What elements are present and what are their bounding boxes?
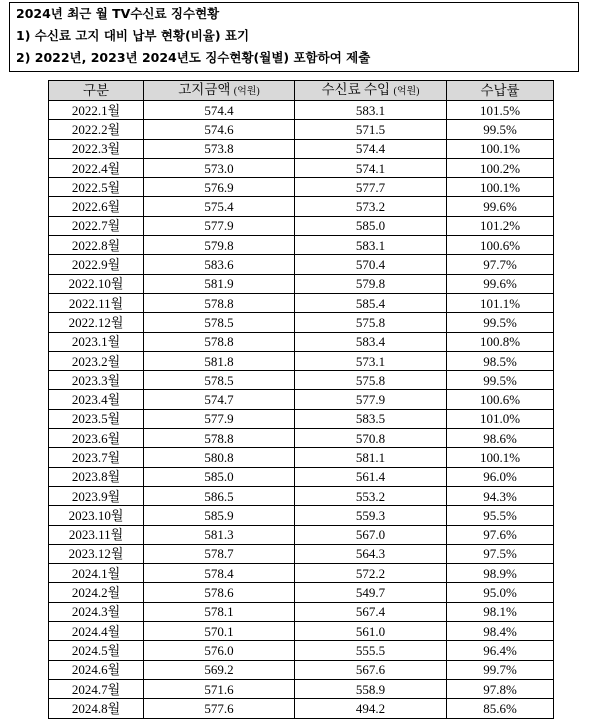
cell-fee-revenue: 570.8 — [295, 429, 447, 448]
cell-billed-amount: 578.8 — [144, 293, 295, 312]
table-row — [49, 158, 554, 177]
cell-period: 2024.7월 — [49, 679, 144, 698]
table-row — [49, 699, 554, 718]
cell-collection-rate: 95.5% — [447, 506, 554, 525]
cell-collection-rate: 98.5% — [447, 351, 554, 370]
cell-period: 2022.6월 — [49, 197, 144, 216]
cell-collection-rate: 98.9% — [447, 564, 554, 583]
cell-fee-revenue: 571.5 — [295, 120, 447, 139]
table-row — [49, 583, 554, 602]
cell-billed-amount: 570.1 — [144, 622, 295, 641]
cell-period: 2022.4월 — [49, 158, 144, 177]
cell-collection-rate: 101.1% — [447, 293, 554, 312]
table-row — [49, 371, 554, 390]
column-header-collection-rate: 수납률 — [447, 81, 554, 101]
cell-collection-rate: 100.6% — [447, 236, 554, 255]
cell-fee-revenue: 561.0 — [295, 622, 447, 641]
table-row — [49, 390, 554, 409]
cell-period: 2024.5월 — [49, 641, 144, 660]
cell-billed-amount: 585.0 — [144, 467, 295, 486]
table-row — [49, 197, 554, 216]
table-row — [49, 467, 554, 486]
cell-collection-rate: 100.2% — [447, 158, 554, 177]
cell-fee-revenue: 559.3 — [295, 506, 447, 525]
header-box — [9, 2, 579, 72]
cell-billed-amount: 574.4 — [144, 101, 295, 120]
cell-fee-revenue: 585.4 — [295, 293, 447, 312]
cell-billed-amount: 583.6 — [144, 255, 295, 274]
cell-fee-revenue: 583.1 — [295, 236, 447, 255]
cell-period: 2023.7월 — [49, 448, 144, 467]
table-row — [49, 602, 554, 621]
cell-billed-amount: 574.7 — [144, 390, 295, 409]
table-row — [49, 332, 554, 351]
cell-fee-revenue: 575.8 — [295, 371, 447, 390]
cell-fee-revenue: 553.2 — [295, 486, 447, 505]
cell-fee-revenue: 567.0 — [295, 525, 447, 544]
cell-collection-rate: 100.1% — [447, 178, 554, 197]
cell-collection-rate: 100.1% — [447, 448, 554, 467]
cell-fee-revenue: 567.4 — [295, 602, 447, 621]
cell-billed-amount: 573.8 — [144, 139, 295, 158]
cell-period: 2024.4월 — [49, 622, 144, 641]
cell-period: 2023.11월 — [49, 525, 144, 544]
cell-collection-rate: 95.0% — [447, 583, 554, 602]
table-row — [49, 274, 554, 293]
cell-billed-amount: 574.6 — [144, 120, 295, 139]
cell-billed-amount: 585.9 — [144, 506, 295, 525]
cell-fee-revenue: 558.9 — [295, 679, 447, 698]
cell-period: 2022.8월 — [49, 236, 144, 255]
table-row — [49, 313, 554, 332]
cell-collection-rate: 101.2% — [447, 216, 554, 235]
cell-period: 2022.9월 — [49, 255, 144, 274]
cell-collection-rate: 99.5% — [447, 120, 554, 139]
cell-billed-amount: 578.8 — [144, 332, 295, 351]
cell-fee-revenue: 575.8 — [295, 313, 447, 332]
table-body — [49, 101, 554, 719]
cell-fee-revenue: 583.1 — [295, 101, 447, 120]
table-row — [49, 293, 554, 312]
cell-collection-rate: 100.8% — [447, 332, 554, 351]
cell-billed-amount: 575.4 — [144, 197, 295, 216]
cell-collection-rate: 98.1% — [447, 602, 554, 621]
table-row — [49, 216, 554, 235]
cell-period: 2022.2월 — [49, 120, 144, 139]
cell-fee-revenue: 555.5 — [295, 641, 447, 660]
cell-collection-rate: 99.7% — [447, 660, 554, 679]
table-row — [49, 544, 554, 563]
cell-period: 2022.11월 — [49, 293, 144, 312]
cell-fee-revenue: 577.7 — [295, 178, 447, 197]
cell-billed-amount: 569.2 — [144, 660, 295, 679]
table-row — [49, 101, 554, 120]
cell-fee-revenue: 572.2 — [295, 564, 447, 583]
table-row — [49, 641, 554, 660]
cell-fee-revenue: 573.1 — [295, 351, 447, 370]
cell-collection-rate: 98.4% — [447, 622, 554, 641]
cell-period: 2024.2월 — [49, 583, 144, 602]
table-row — [49, 660, 554, 679]
cell-billed-amount: 576.0 — [144, 641, 295, 660]
document-title: 2024년 최근 월 TV수신료 징수현황 — [16, 6, 220, 21]
cell-fee-revenue: 564.3 — [295, 544, 447, 563]
cell-collection-rate: 100.1% — [447, 139, 554, 158]
cell-billed-amount: 578.6 — [144, 583, 295, 602]
cell-fee-revenue: 585.0 — [295, 216, 447, 235]
cell-billed-amount: 581.3 — [144, 525, 295, 544]
cell-fee-revenue: 574.1 — [295, 158, 447, 177]
column-header-billed-amount: 고지금액 (억원) — [144, 81, 295, 101]
cell-period: 2023.10월 — [49, 506, 144, 525]
cell-billed-amount: 581.9 — [144, 274, 295, 293]
cell-collection-rate: 97.8% — [447, 679, 554, 698]
table-row — [49, 506, 554, 525]
table-row — [49, 178, 554, 197]
cell-billed-amount: 576.9 — [144, 178, 295, 197]
cell-collection-rate: 96.4% — [447, 641, 554, 660]
cell-collection-rate: 97.6% — [447, 525, 554, 544]
table-row — [49, 255, 554, 274]
table-row — [49, 679, 554, 698]
cell-collection-rate: 98.6% — [447, 429, 554, 448]
requirement-2: 2) 2022년, 2023년 2024년도 징수현황(월별) 포함하여 제출 — [16, 50, 371, 65]
cell-collection-rate: 99.5% — [447, 371, 554, 390]
cell-period: 2023.4월 — [49, 390, 144, 409]
table-row — [49, 622, 554, 641]
cell-collection-rate: 99.6% — [447, 197, 554, 216]
table-row — [49, 564, 554, 583]
cell-period: 2024.3월 — [49, 602, 144, 621]
cell-billed-amount: 578.7 — [144, 544, 295, 563]
table-row — [49, 139, 554, 158]
cell-billed-amount: 581.8 — [144, 351, 295, 370]
table-row — [49, 120, 554, 139]
cell-fee-revenue: 549.7 — [295, 583, 447, 602]
cell-fee-revenue: 583.5 — [295, 409, 447, 428]
cell-fee-revenue: 570.4 — [295, 255, 447, 274]
cell-collection-rate: 101.0% — [447, 409, 554, 428]
cell-billed-amount: 578.1 — [144, 602, 295, 621]
table-row — [49, 409, 554, 428]
collection-status-table — [48, 80, 554, 719]
requirement-1: 1) 수신료 고지 대비 납부 현황(비율) 표기 — [16, 28, 250, 43]
table-row — [49, 486, 554, 505]
cell-fee-revenue: 567.6 — [295, 660, 447, 679]
cell-period: 2022.3월 — [49, 139, 144, 158]
cell-fee-revenue: 561.4 — [295, 467, 447, 486]
cell-billed-amount: 586.5 — [144, 486, 295, 505]
table-row — [49, 236, 554, 255]
cell-billed-amount: 578.5 — [144, 371, 295, 390]
cell-period: 2023.6월 — [49, 429, 144, 448]
cell-fee-revenue: 574.4 — [295, 139, 447, 158]
cell-period: 2022.12월 — [49, 313, 144, 332]
cell-billed-amount: 579.8 — [144, 236, 295, 255]
cell-period: 2023.1월 — [49, 332, 144, 351]
cell-fee-revenue: 583.4 — [295, 332, 447, 351]
cell-period: 2023.12월 — [49, 544, 144, 563]
cell-period: 2024.8월 — [49, 699, 144, 718]
table-row — [49, 448, 554, 467]
cell-period: 2022.10월 — [49, 274, 144, 293]
cell-period: 2024.6월 — [49, 660, 144, 679]
cell-collection-rate: 100.6% — [447, 390, 554, 409]
cell-fee-revenue: 494.2 — [295, 699, 447, 718]
cell-billed-amount: 577.6 — [144, 699, 295, 718]
table-row — [49, 429, 554, 448]
cell-period: 2024.1월 — [49, 564, 144, 583]
cell-billed-amount: 573.0 — [144, 158, 295, 177]
cell-collection-rate: 85.6% — [447, 699, 554, 718]
cell-collection-rate: 97.5% — [447, 544, 554, 563]
cell-period: 2022.7월 — [49, 216, 144, 235]
table-row — [49, 525, 554, 544]
cell-billed-amount: 577.9 — [144, 216, 295, 235]
cell-billed-amount: 578.4 — [144, 564, 295, 583]
table-header-row — [49, 81, 554, 101]
cell-period: 2022.5월 — [49, 178, 144, 197]
table-row — [49, 351, 554, 370]
cell-fee-revenue: 581.1 — [295, 448, 447, 467]
cell-period: 2023.3월 — [49, 371, 144, 390]
cell-period: 2022.1월 — [49, 101, 144, 120]
cell-period: 2023.9월 — [49, 486, 144, 505]
cell-billed-amount: 577.9 — [144, 409, 295, 428]
cell-fee-revenue: 573.2 — [295, 197, 447, 216]
column-header-period: 구분 — [49, 81, 144, 101]
cell-fee-revenue: 577.9 — [295, 390, 447, 409]
cell-collection-rate: 99.5% — [447, 313, 554, 332]
column-header-fee-revenue: 수신료 수입 (억원) — [295, 81, 447, 101]
cell-period: 2023.5월 — [49, 409, 144, 428]
cell-fee-revenue: 579.8 — [295, 274, 447, 293]
cell-collection-rate: 99.6% — [447, 274, 554, 293]
cell-period: 2023.8월 — [49, 467, 144, 486]
cell-collection-rate: 97.7% — [447, 255, 554, 274]
cell-collection-rate: 96.0% — [447, 467, 554, 486]
cell-collection-rate: 101.5% — [447, 101, 554, 120]
cell-billed-amount: 580.8 — [144, 448, 295, 467]
cell-period: 2023.2월 — [49, 351, 144, 370]
cell-billed-amount: 578.8 — [144, 429, 295, 448]
cell-billed-amount: 571.6 — [144, 679, 295, 698]
cell-collection-rate: 94.3% — [447, 486, 554, 505]
cell-billed-amount: 578.5 — [144, 313, 295, 332]
